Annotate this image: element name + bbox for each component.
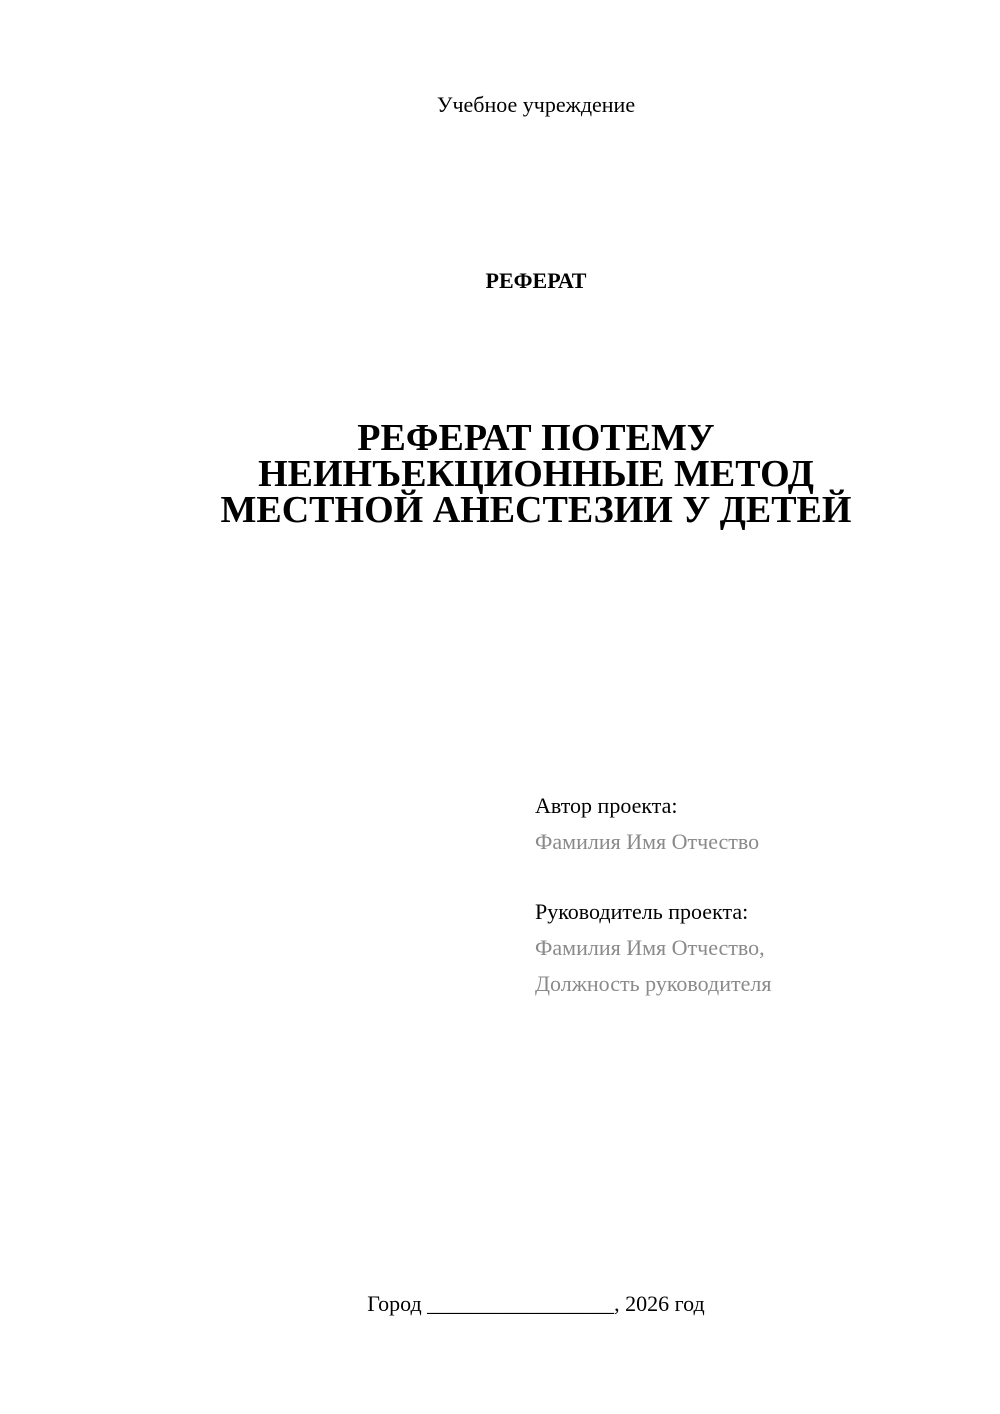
year-text: , 2026 год xyxy=(614,1291,705,1316)
supervisor-label: Руководитель проекта: xyxy=(535,899,749,924)
city-year-line xyxy=(0,1290,1000,1318)
report-title-line-1: РЕФЕРАТ ПОТЕМУ xyxy=(357,417,715,459)
report-title-line-3: МЕСТНОЙ АНЕСТЕЗИИ У ДЕТЕЙ xyxy=(220,489,852,531)
credits-block xyxy=(535,788,975,1002)
institution-name: Учебное учреждение xyxy=(436,92,636,117)
city-label: Город xyxy=(367,1291,422,1316)
report-title-line-2: НЕИНЪЕКЦИОННЫЕ МЕТОД xyxy=(258,453,814,495)
author-name: Фамилия Имя Отчество xyxy=(535,829,760,854)
supervisor-name: Фамилия Имя Отчество, xyxy=(535,935,765,960)
city-blank: _________________ xyxy=(427,1291,615,1316)
author-label: Автор проекта: xyxy=(535,793,678,818)
report-title xyxy=(150,417,922,531)
supervisor-position: Должность руководителя xyxy=(535,971,772,996)
credits-spacer xyxy=(535,860,975,894)
document-type-heading: РЕФЕРАТ xyxy=(485,268,587,293)
